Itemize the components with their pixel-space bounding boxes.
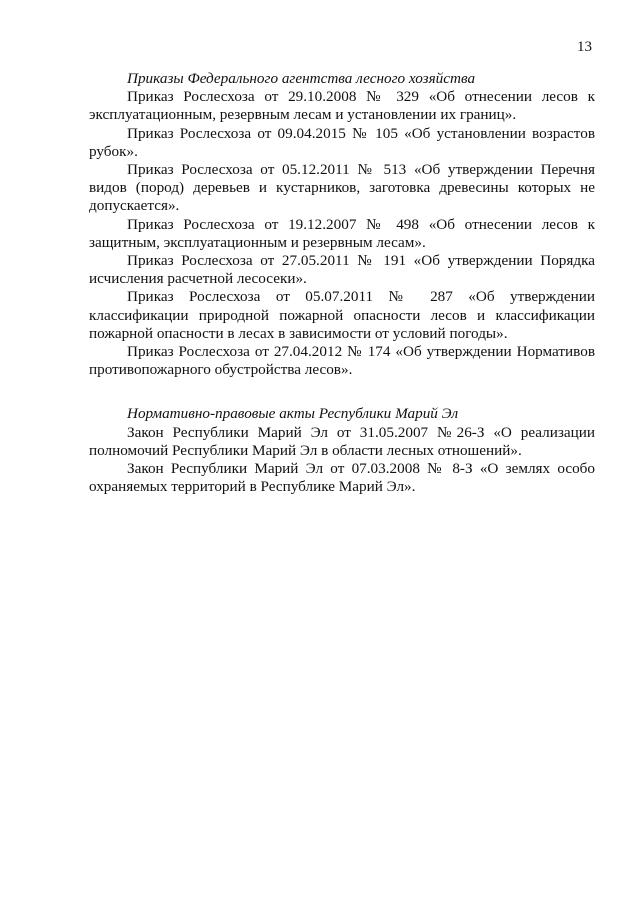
section-heading-federal-agency: Приказы Федерального агентства лесного хозяйства — [127, 70, 476, 87]
list-item: Приказ Рослесхоза от 19.12.2007 № 498 «Об отнесении лесов к защитным, эксплуатационным и резервным лесам». — [89, 215, 595, 251]
list-item: Закон Республики Марий Эл от 31.05.2007 №26-З «О реализации полномочий Республики Марий Эл в области лесных отношений». — [89, 423, 595, 459]
section-heading-mari-el-acts: Нормативно-правовые акты Республики Марий Эл — [127, 405, 459, 423]
list-item: Приказ Рослесхоза от 27.05.2011 № 191 «Об утверждении Порядка исчисления расчетной лесосеки». — [89, 252, 595, 288]
list-item: Приказ Рослесхоза от 05.07.2011 № 287 «Об утверждении классификации природной пожарной опасности лесов и классификации пожарной опасности в лесах в зависимости от условий погоды». — [89, 288, 595, 342]
section-divider — [89, 379, 595, 405]
page-number: 13 — [577, 39, 592, 55]
list-item: Приказ Рослесхоза от 09.04.2015 № 105 «Об установлении возрастов рубок». — [89, 124, 595, 160]
list-item: Приказ Рослесхоза от 05.12.2011 № 513 «Об утверждении Перечня видов (пород) деревьев и кустарников, заготовка древесины которых не допускается». — [89, 161, 595, 215]
list-item: Закон Республики Марий Эл от 07.03.2008 № 8-З «О землях особо охраняемых территорий в Республике Марий Эл». — [89, 460, 595, 496]
list-item: Приказ Рослесхоза от 29.10.2008 № 329 «Об отнесении лесов к эксплуатационным, резервным лесам и установлении их границ». — [89, 88, 595, 124]
list-item: Приказ Рослесхоза от 27.04.2012 № 174 «Об утверждении Нормативов противопожарного обустройства лесов». — [89, 343, 595, 379]
document-body — [89, 70, 595, 496]
